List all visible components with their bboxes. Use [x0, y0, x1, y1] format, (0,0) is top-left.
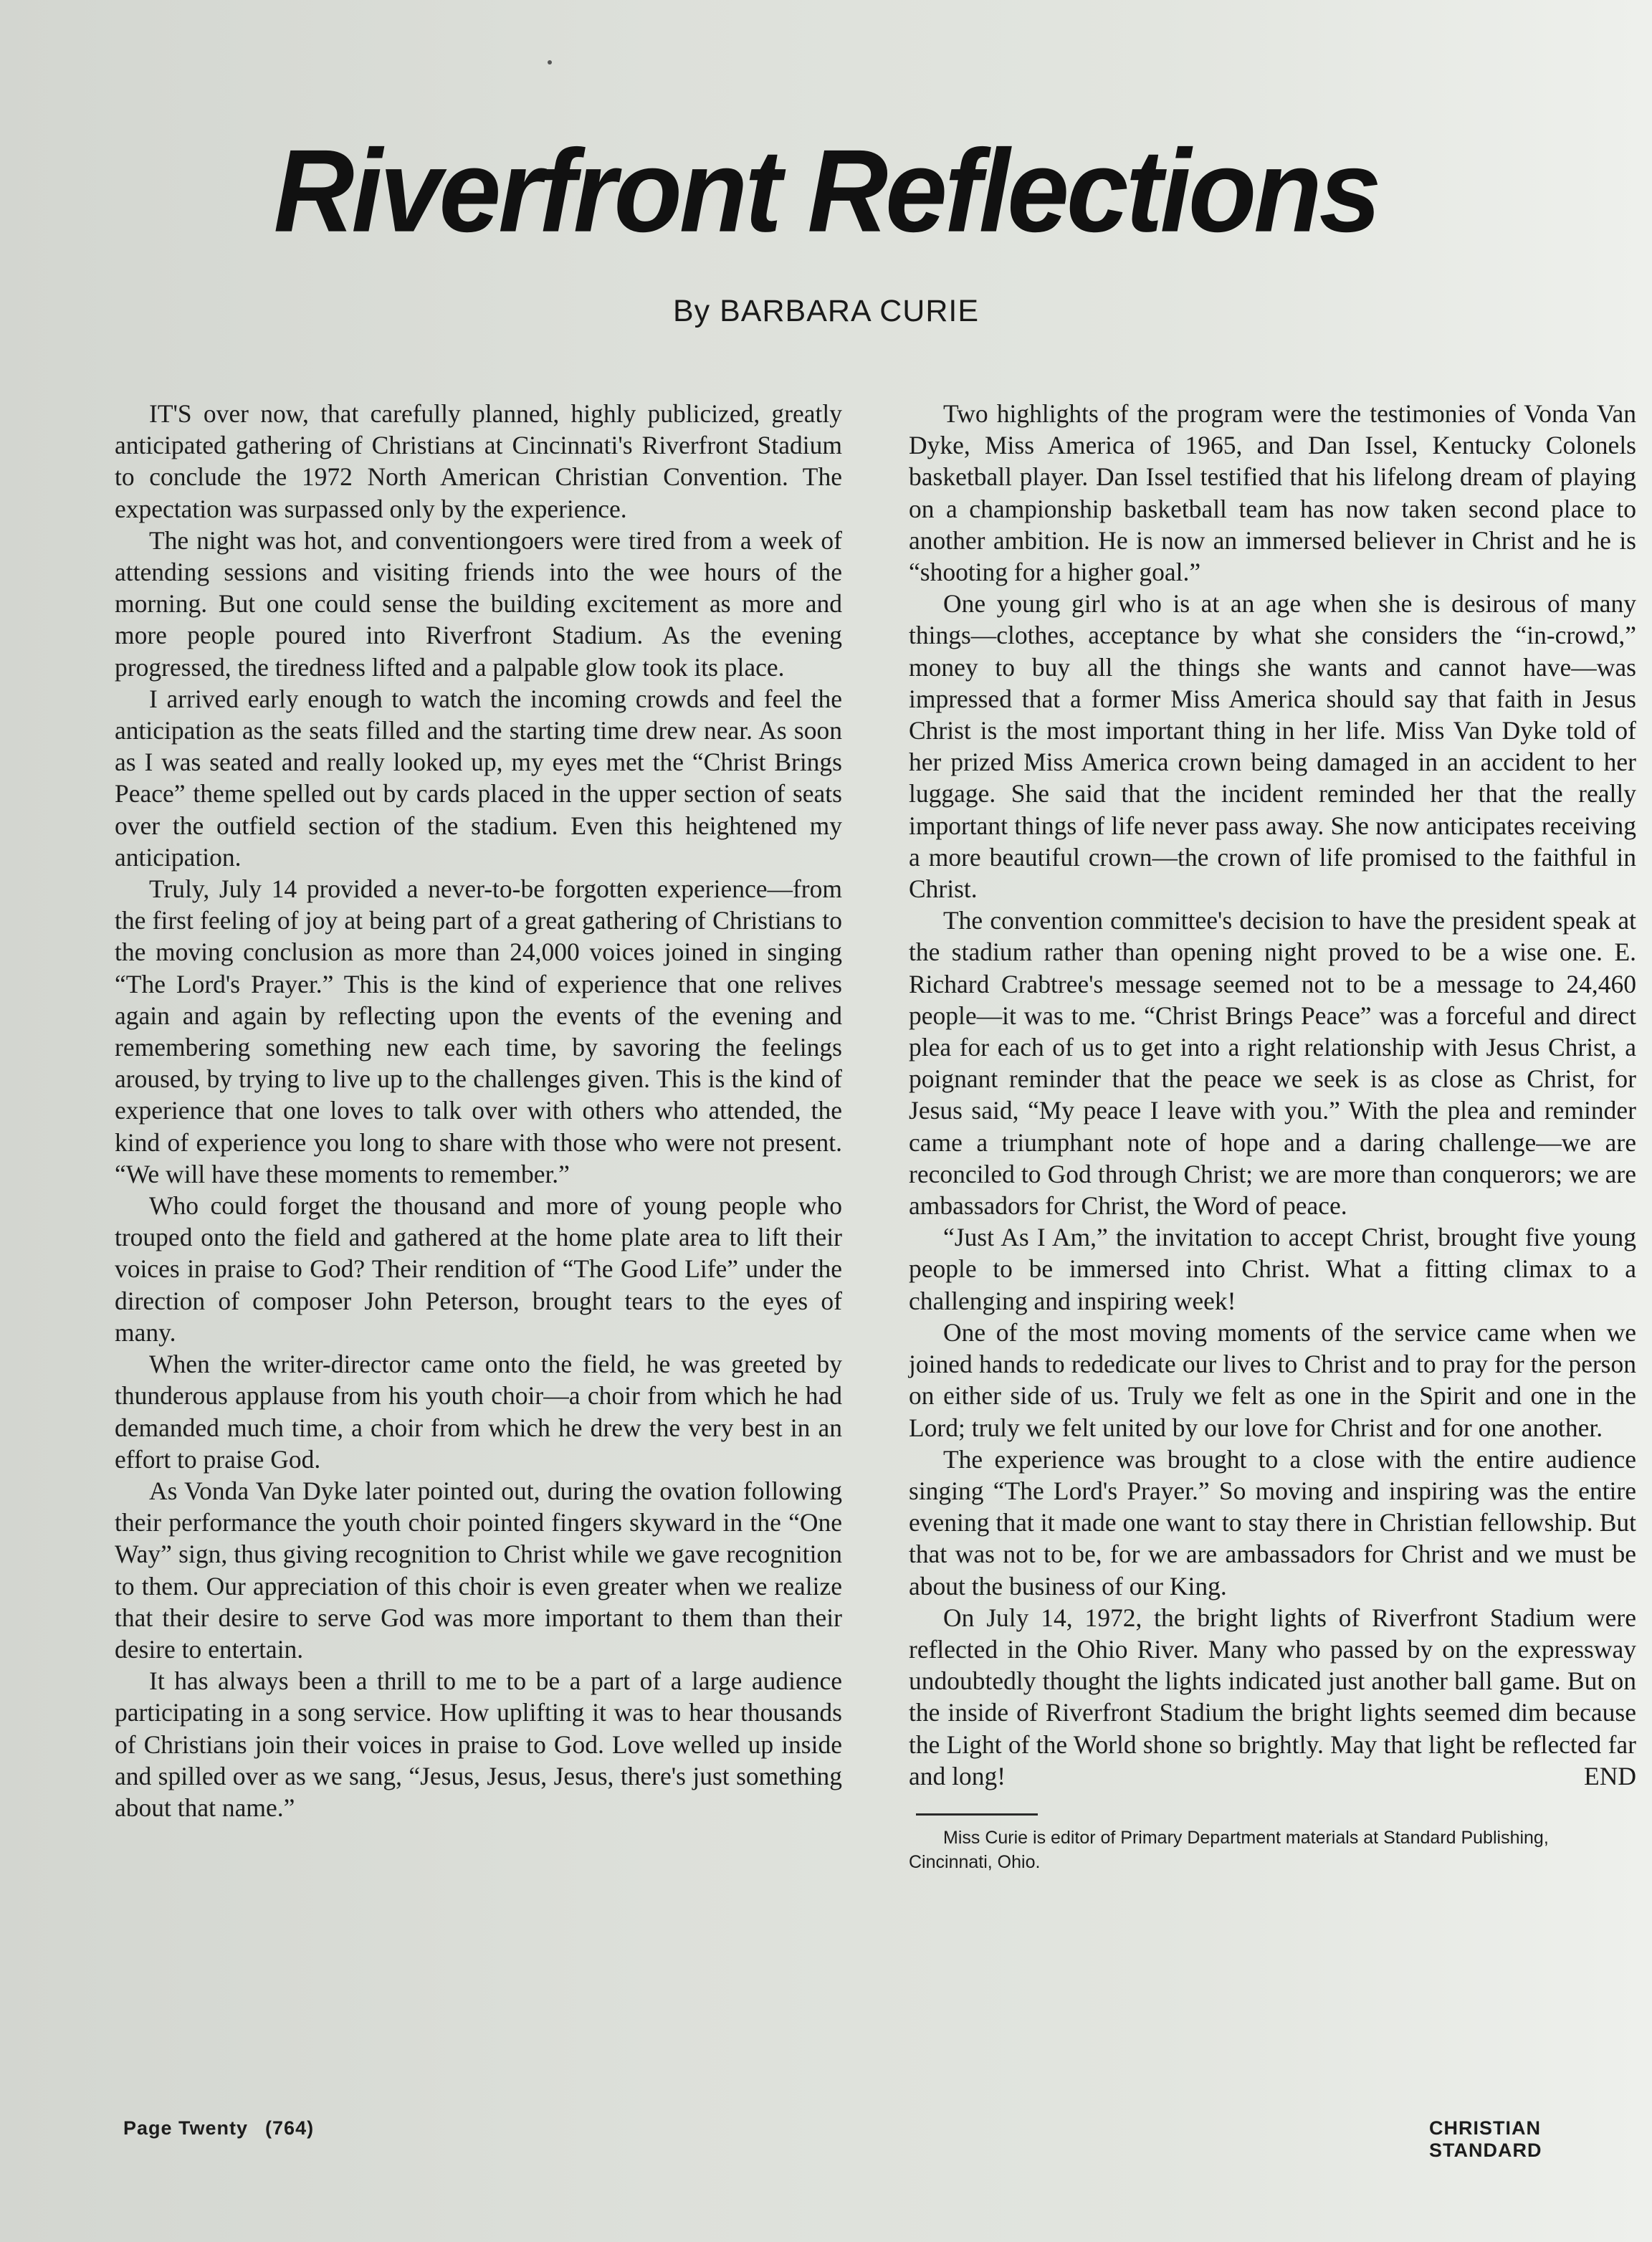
left-column — [115, 398, 842, 1823]
end-mark: END — [1584, 1761, 1636, 1790]
paragraph: IT'S over now, that carefully planned, highly publicized, greatly anticipated gathering of Christians at Cincinnati's Riverfront Stadium to conclude the 1972 North American Christian Convention. The expectation was surpassed only by the experience. — [115, 399, 842, 523]
author-footnote: Miss Curie is editor of Primary Department materials at Standard Publishing, Cincinnati, Ohio. — [909, 1827, 1549, 1872]
print-speck — [548, 60, 552, 65]
publication-name: CHRISTIAN STANDARD — [1429, 2117, 1542, 2161]
paragraph: When the writer-director came onto the field, he was greeted by thunderous applause from his youth choir—a choir from which he had demanded much time, a choir from which he drew the very best in an effort to praise God. — [115, 1350, 842, 1474]
paragraph: Two highlights of the program were the testimonies of Vonda Van Dyke, Miss America of 1965, and Dan Issel, Kentucky Colonels basketball player. Dan Issel testified that his lifelong dream of playing on a championship basketball team has now taken second place to another ambition. He is now an immersed believer in Christ and he is “shooting for a higher goal.” — [909, 399, 1636, 587]
page-label: Page Twenty — [123, 2117, 249, 2139]
right-column — [909, 398, 1636, 1874]
page-number: (764) — [265, 2117, 315, 2139]
footnote-rule — [916, 1813, 1038, 1816]
page-folio — [123, 2117, 314, 2140]
paragraph: The experience was brought to a close with the entire audience singing “The Lord's Prayer.” So moving and inspiring was the entire evening that it made one want to stay there in Christian fellowship. But that was not to be, for we are ambassadors for Christ and we must be about the business of our King. — [909, 1444, 1636, 1601]
article-byline: By BARBARA CURIE — [673, 294, 979, 328]
paragraph: Truly, July 14 provided a never-to-be forgotten experience—from the first feeling of joy at being part of a great gathering of Christians to the moving conclusion as more than 24,000 voices joined in singing “The Lord's Prayer.” This is the kind of experience that one relives again and again by reflecting upon the events of the evening and remembering something new each time, by savoring the feelings aroused, by trying to live up to the challenges given. This is the kind of experience that one loves to talk over with others who attended, the kind of experience you long to share with those who were not present. “We will have these moments to remember.” — [115, 874, 842, 1188]
paragraph: Who could forget the thousand and more of young people who trouped onto the field and gathered at the home plate area to lift their voices in praise to God? Their rendition of “The Good Life” under the direction of composer John Peterson, brought tears to the eyes of many. — [115, 1191, 842, 1347]
paragraph: The convention committee's decision to have the president speak at the stadium rather than opening night proved to be a wise one. E. Richard Crabtree's message seemed not to be a message to 24,460 people—it was to me. “Christ Brings Peace” was a forceful and direct plea for each of us to get into a right relationship with Jesus Christ, a poignant reminder that the peace we seek is as close as Christ, for Jesus said, “My peace I leave with you.” With the plea and reminder came a triumphant note of hope and a daring challenge—we are reconciled to God through Christ; we are more than conquerors; we are ambassadors for Christ, the Word of peace. — [909, 906, 1636, 1221]
paragraph: One young girl who is at an age when she is desirous of many things—clothes, acceptance by what she considers the “in-crowd,” money to buy all the things she wants and cannot have—was impressed that a former Miss America should say that faith in Jesus Christ is the most important thing in her life. Miss Van Dyke told of her prized Miss America crown being damaged in an accident to her luggage. She said that the incident reminded her that the really important things of life never pass away. She now anticipates receiving a more beautiful crown—the crown of life promised to the faithful in Christ. — [909, 589, 1636, 904]
paragraph: I arrived early enough to watch the incoming crowds and feel the anticipation as the seats filled and the starting time drew near. As soon as I was seated and really looked up, my eyes met the “Christ Brings Peace” theme spelled out by cards placed in the upper section of seats over the outfield section of the stadium. Even this heightened my anticipation. — [115, 684, 842, 872]
article-title: Riverfront Reflections — [273, 125, 1379, 257]
final-paragraph — [909, 1602, 1636, 1792]
paragraph: The night was hot, and conventiongoers were tired from a week of attending sessions and visiting friends into the wee hours of the morning. But one could sense the building excitement as more and more people poured into Riverfront Stadium. As the evening progressed, the tiredness lifted and a palpable glow took its place. — [115, 525, 842, 682]
paragraph-text: On July 14, 1972, the bright lights of Riverfront Stadium were reflected in the Ohio River. Many who passed by on the expressway undoubtedly thought the lights indicated just another ball game. But on the inside of Riverfront Stadium the bright lights seemed dim because the Light of the World shone so brightly. May that light be reflected far and long! — [909, 1603, 1636, 1790]
paragraph: It has always been a thrill to me to be a part of a large audience participating in a song service. How uplifting it was to hear thousands of Christians join their voices in praise to God. Love welled up inside and spilled over as we sang, “Jesus, Jesus, Jesus, there's just something about that name.” — [115, 1666, 842, 1822]
paragraph: As Vonda Van Dyke later pointed out, during the ovation following their performance the youth choir pointed fingers skyward in the “One Way” sign, thus giving recognition to Christ while we gave recognition to them. Our appreciation of this choir is even greater when we realize that their desire to serve God was more important to them than their desire to entertain. — [115, 1476, 842, 1664]
paragraph: One of the most moving moments of the service came when we joined hands to rededicate our lives to Christ and to pray for the person on either side of us. Truly we felt as one in the Spirit and one in the Lord; truly we felt united by our love for Christ and for one another. — [909, 1317, 1636, 1442]
paragraph: “Just As I Am,” the invitation to accept Christ, brought five young people to be immersed into Christ. What a fitting climax to a challenging and inspiring week! — [909, 1223, 1636, 1315]
